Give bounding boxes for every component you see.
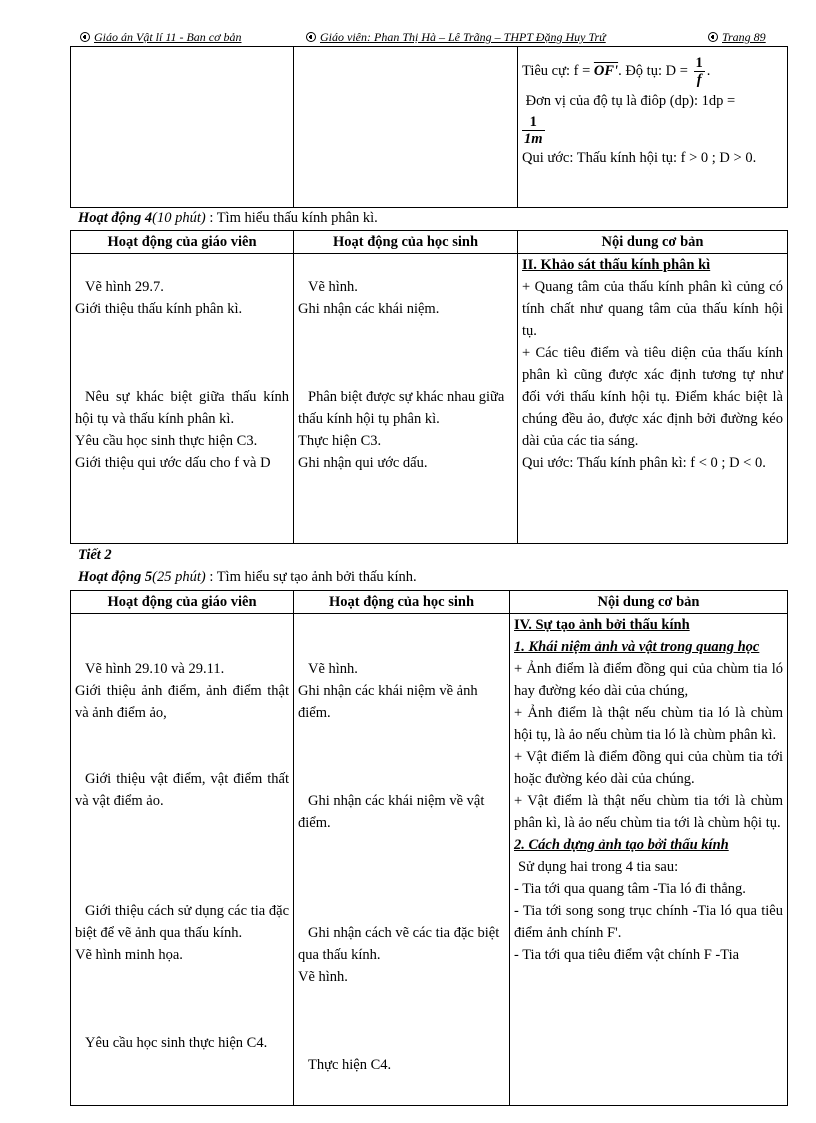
period-label: Tiết 2 bbox=[78, 547, 112, 563]
header-content: Nội dung cơ bản bbox=[510, 591, 788, 614]
cell-teacher bbox=[71, 47, 294, 208]
fraction-1-over-1m: $\frac{1}{1m}$ bbox=[524, 114, 543, 147]
header-right: Trang 89 bbox=[708, 30, 766, 45]
header-teacher: Hoạt động của giáo viên bbox=[71, 591, 294, 614]
section-title: II. Khảo sát thấu kính phân kì bbox=[522, 257, 711, 273]
student-column: Vẽ hình. Ghi nhận các khái niệm về ảnh điểm. Ghi nhận các khái niệm về vật điểm. Ghi nhận cách vẽ các tia đặc biệt qua thấu kính. Vẽ hình. Thực hiện C4. bbox=[294, 614, 510, 1106]
section-title: IV. Sự tạo ảnh bởi thấu kính bbox=[514, 617, 690, 633]
subsection-2: 2. Cách dựng ảnh tạo bởi thấu kính bbox=[514, 837, 729, 853]
header-content: Nội dung cơ bản bbox=[518, 231, 788, 254]
focal-length-line: Tiêu cự: f = OF'. Độ tụ: D = $\frac{1}{f}$ . bbox=[522, 55, 711, 88]
table-activity-5 bbox=[70, 590, 788, 1106]
header-student: Hoạt động của học sinh bbox=[294, 591, 510, 614]
content-column: IV. Sự tạo ảnh bởi thấu kính 1. Khái niệm ảnh và vật trong quang học + Ảnh điểm là điểm đồng qui của chùm tia ló hay đường kéo dài của chúng, + Ảnh điểm là thật nếu chùm tia ló là chùm hội tụ, là ảo nếu chùm tia ló là chùm phân kì. + Vật điểm là điểm đồng qui của chùm tia tới hoặc đường kéo dài của chúng. + Vật điểm là thật nếu chùm tia tới là chùm phân kì, là ảo nếu chùm tia tới là chùm hội tụ. 2. Cách dựng ảnh tạo bởi thấu kính Sử dụng hai trong 4 tia sau: - Tia tới qua quang tâm -Tia ló đi thẳng. - Tia tới song song trục chính -Tia ló qua tiêu điểm ảnh chính F'. - Tia tới qua tiêu điểm vật chính F -Tia bbox=[510, 614, 788, 1106]
teacher-column: Vẽ hình 29.10 và 29.11. Giới thiệu ảnh điểm, ảnh điểm thật và ảnh điểm ảo, Giới thiệu vật điểm, vật điểm thất và vật điểm ảo. Giới thiệu cách sử dụng các tia đặc biệt để vẽ ảnh qua thấu kính. Vẽ hình minh họa. Yêu cầu học sinh thực hiện C4. bbox=[71, 614, 294, 1106]
fraction-1-over-f: $\frac{1}{f}$ bbox=[695, 55, 703, 88]
table-activity-4 bbox=[70, 230, 788, 544]
header-student: Hoạt động của học sinh bbox=[294, 231, 518, 254]
activity-4-label: Hoạt động 4(10 phút) : Tìm hiểu thấu kính phân kì. bbox=[78, 210, 378, 226]
header-bullet-icon bbox=[708, 32, 718, 42]
header-left: Giáo án Vật lí 11 - Ban cơ bản bbox=[80, 30, 242, 45]
subsection-1: 1. Khái niệm ảnh và vật trong quang học bbox=[514, 639, 760, 655]
header-middle: Giáo viên: Phan Thị Hà – Lê Trãng – THPT Đặng Huy Trứ bbox=[306, 30, 606, 45]
page-header bbox=[80, 30, 786, 46]
header-teacher: Hoạt động của giáo viên bbox=[71, 231, 294, 254]
student-column: Vẽ hình. Ghi nhận các khái niệm. Phân biệt được sự khác nhau giữa thấu kính hội tụ phân kì. Thực hiện C3. Ghi nhận qui ước dấu. bbox=[294, 254, 518, 544]
content-column: II. Khảo sát thấu kính phân kì + Quang tâm của thấu kính phân kì củng có tính chất như quang tâm của thấu kính hội tụ. + Các tiêu điểm và tiêu diện của thấu kính phân kì cũng được xác định tương tự như đối với thấu kính hội tụ. Điểm khác biệt là chúng đều ảo, được xác định bởi đường kéo dài của các tia sáng. Qui ước: Thấu kính phân kì: f < 0 ; D < 0. bbox=[518, 254, 788, 544]
teacher-column: Vẽ hình 29.7. Giới thiệu thấu kính phân kì. Nêu sự khác biệt giữa thấu kính hội tụ và thấu kính phân kì. Yêu cầu học sinh thực hiện C3. Giới thiệu qui ước dấu cho f và D bbox=[71, 254, 294, 544]
cell-content bbox=[518, 47, 788, 208]
header-bullet-icon bbox=[80, 32, 90, 42]
unit-line: Đơn vị của độ tụ là điôp (dp): 1dp = bbox=[525, 93, 736, 109]
table-continuation bbox=[70, 46, 788, 208]
header-bullet-icon bbox=[306, 32, 316, 42]
activity-5-label: Hoạt động 5(25 phút) : Tìm hiểu sự tạo ảnh bởi thấu kính. bbox=[78, 569, 417, 585]
convention-converging: Qui ước: Thấu kính hội tụ: f > 0 ; D > 0. bbox=[522, 150, 757, 166]
cell-student bbox=[294, 47, 518, 208]
